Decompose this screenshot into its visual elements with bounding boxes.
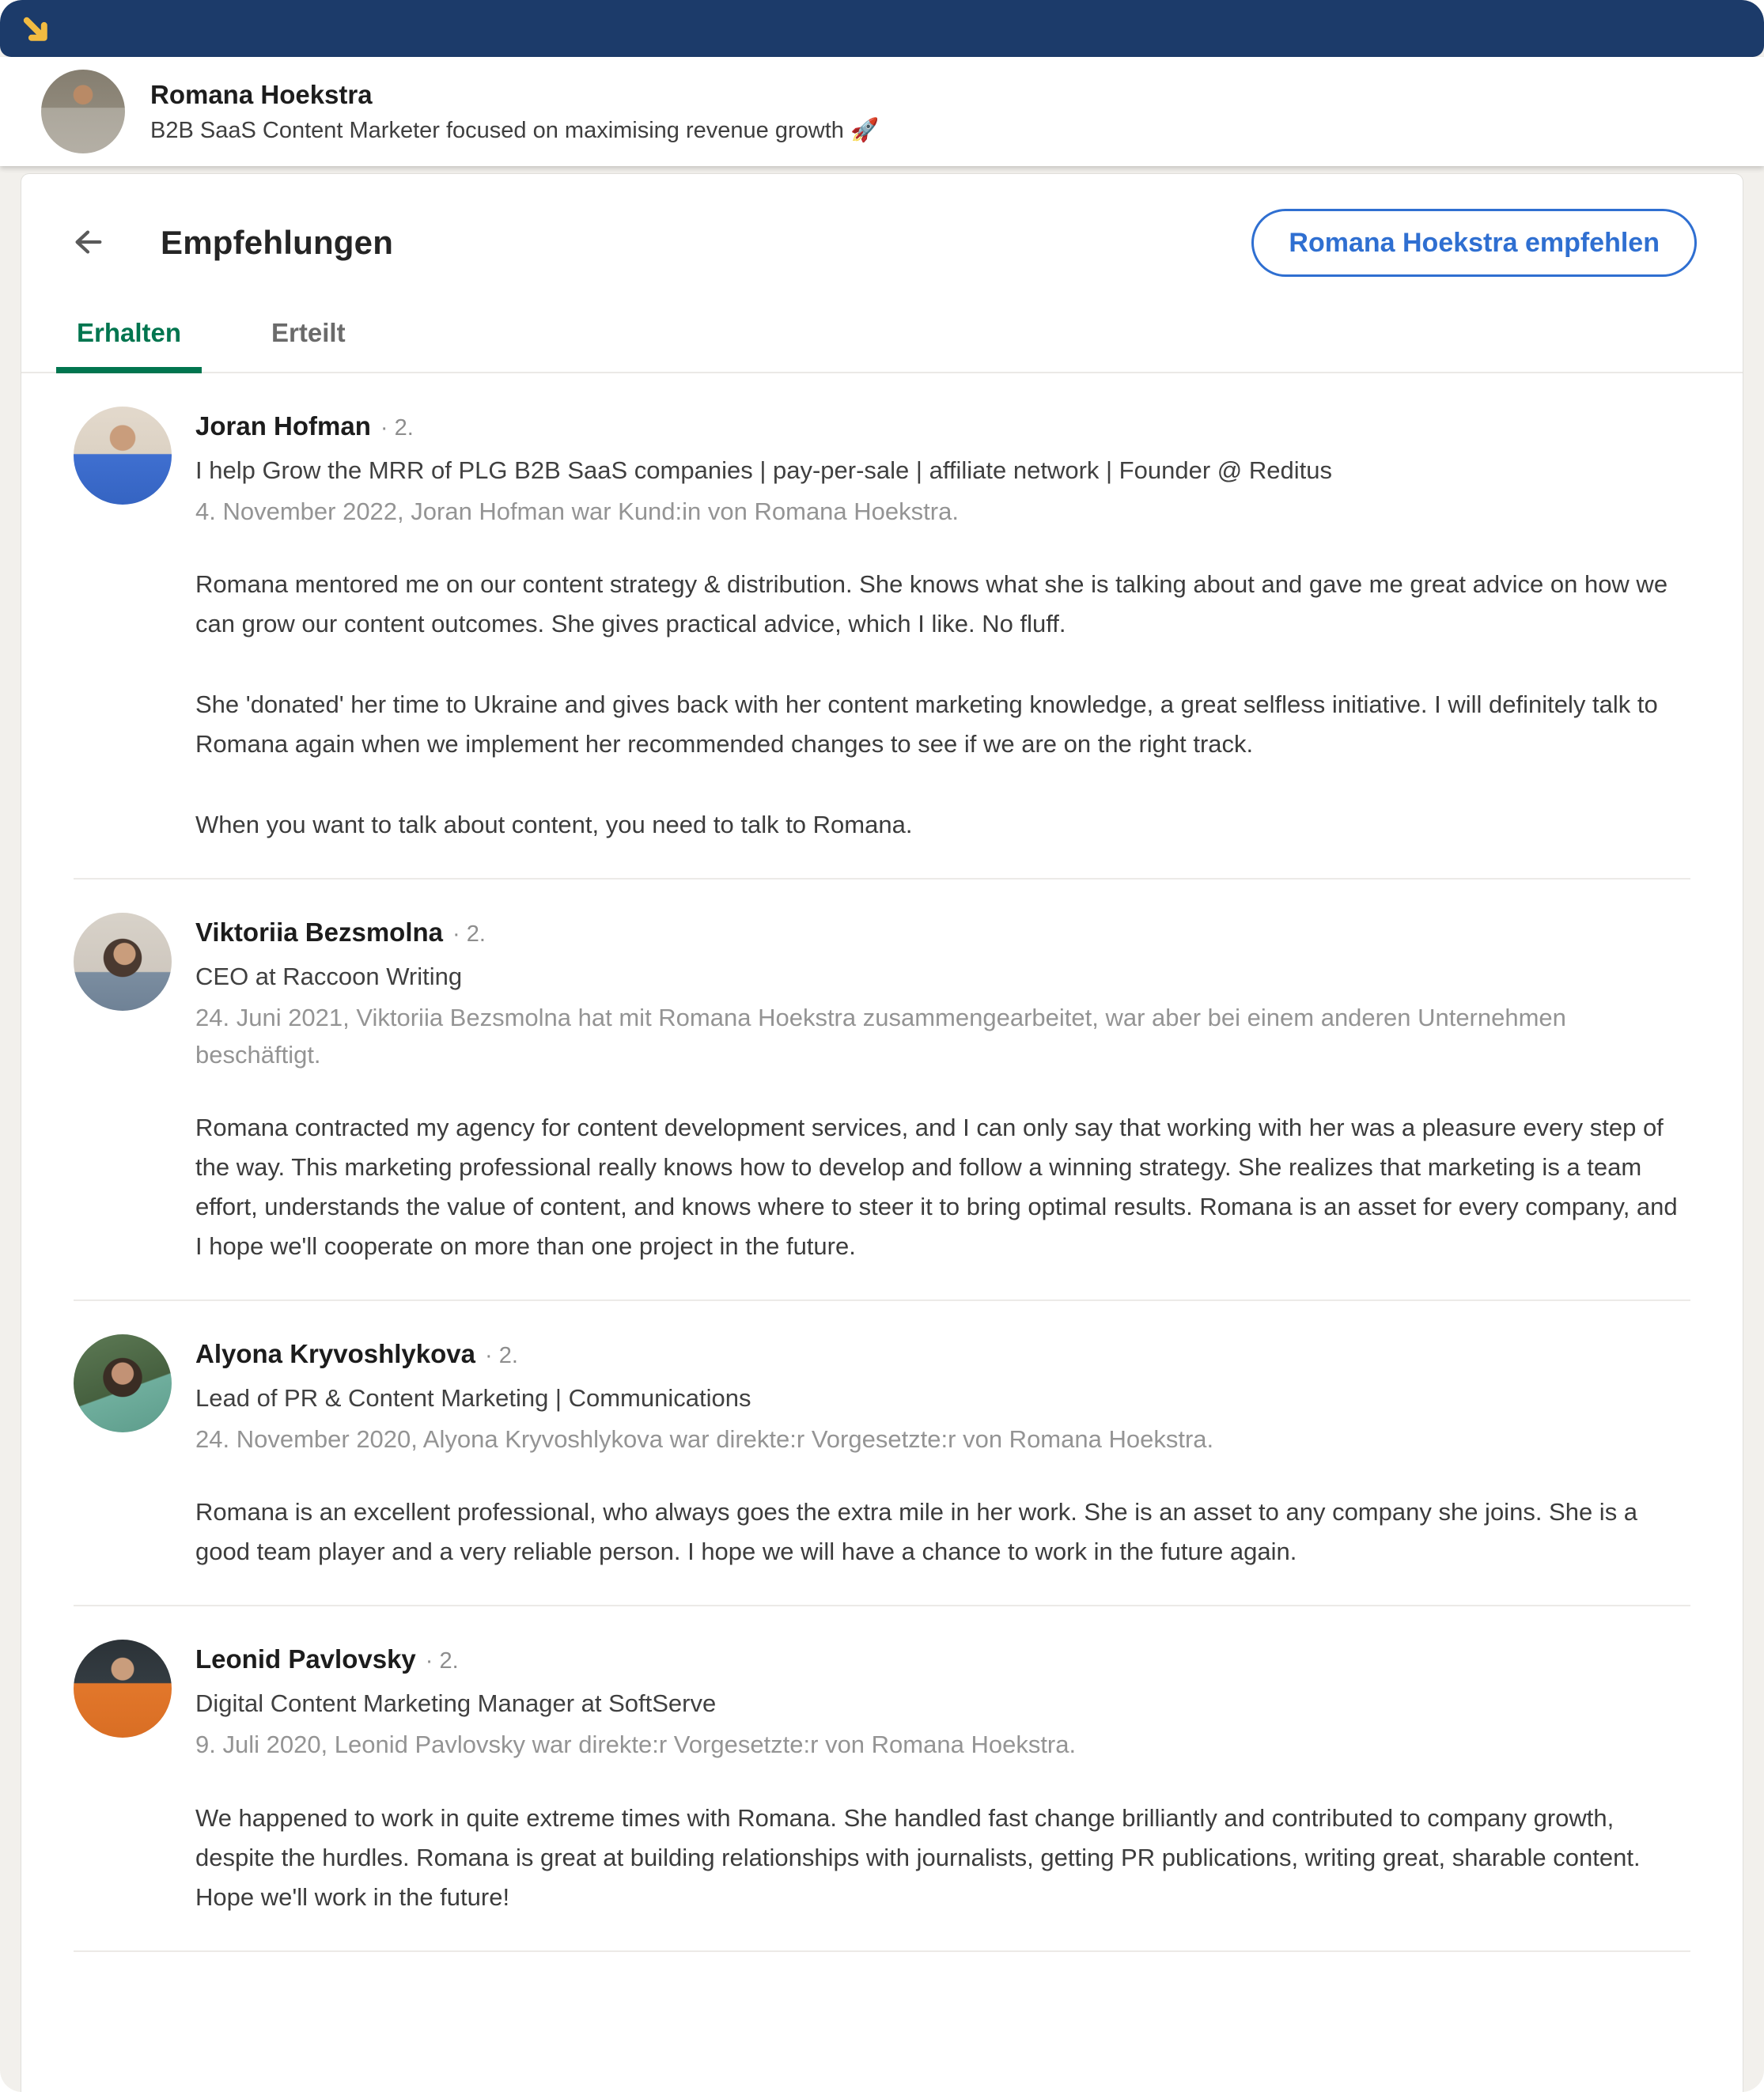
recommender-avatar[interactable] xyxy=(74,407,172,505)
recommendation-context: 4. November 2022, Joran Hofman war Kund:in von Romana Hoekstra. xyxy=(195,497,959,525)
back-button[interactable] xyxy=(69,224,107,262)
recommendation-item xyxy=(74,1606,1690,1951)
profile-avatar[interactable] xyxy=(41,70,125,153)
page-title: Empfehlungen xyxy=(161,224,394,261)
recommendation-context: 9. Juli 2020, Leonid Pavlovsky war direkte:r Vorgesetzte:r von Romana Hoekstra. xyxy=(195,1731,1077,1759)
connection-degree: · 2. xyxy=(380,415,414,441)
recommender-avatar[interactable] xyxy=(74,1640,172,1738)
tab-erhalten[interactable]: Erhalten xyxy=(56,318,202,372)
back-arrow-icon xyxy=(70,225,106,261)
recommendation-paragraph: Romana is an excellent professional, who always goes the extra mile in her work. She is an asset to any company she joins. She is a good team player and a very reliable person. I hope we will have a chance to work in the future again. xyxy=(195,1498,1638,1566)
recommendations-card xyxy=(21,174,1743,2092)
connection-degree: · 2. xyxy=(484,1343,518,1369)
recommender-name[interactable]: Viktoriia Bezsmolna xyxy=(195,917,444,948)
recommendation-item xyxy=(74,880,1690,1301)
connection-degree: · 2. xyxy=(452,921,486,948)
recommendation-paragraph: Romana contracted my agency for content development services, and I can only say that working with her was a pleasure every step of the way. This marketing professional really knows how to develop and follow a winning strategy. She realizes that marketing is a team effort, understands the value of content, and knows where to steer it to bring optimal results. Romana is an asset for every company, and I hope we'll cooperate on more than one project in the future. xyxy=(195,1114,1678,1261)
down-right-arrow-icon xyxy=(19,13,54,47)
recommender-headline: I help Grow the MRR of PLG B2B SaaS companies | pay-per-sale | affiliate network | Founder @ Reditus xyxy=(195,456,1332,484)
recommendation-context: 24. November 2020, Alyona Kryvoshlykova war direkte:r Vorgesetzte:r von Romana Hoekstra. xyxy=(195,1424,1214,1453)
profile-headline: B2B SaaS Content Marketer focused on maximising revenue growth 🚀 xyxy=(150,117,880,143)
recommendation-paragraph: Romana mentored me on our content strategy & distribution. She knows what she is talking about and gave me great advice on how we can grow our content outcomes. She gives practical advice, which I like. No fluff. xyxy=(195,570,1668,638)
recommendation-item xyxy=(74,1301,1690,1606)
recommender-name[interactable]: Joran Hofman xyxy=(195,411,371,441)
recommender-name[interactable]: Leonid Pavlovsky xyxy=(195,1644,416,1674)
recommender-headline: Digital Content Marketing Manager at SoftServe xyxy=(195,1689,717,1718)
profile-header xyxy=(0,57,1764,166)
tab-erteilt[interactable]: Erteilt xyxy=(251,318,366,372)
recommender-avatar[interactable] xyxy=(74,1334,172,1432)
tabs xyxy=(21,318,1743,373)
recommender-headline: CEO at Raccoon Writing xyxy=(195,963,463,991)
recommendation-context: 24. Juni 2021, Viktoriia Bezsmolna hat mit Romana Hoekstra zusammengearbeitet, war aber bei einem anderen Unternehmen beschäftigt. xyxy=(195,1004,1566,1069)
connection-degree: · 2. xyxy=(425,1648,459,1674)
recommend-button[interactable]: Romana Hoekstra empfehlen xyxy=(1251,209,1697,277)
recommendation-text xyxy=(195,1799,1690,1917)
profile-name: Romana Hoekstra xyxy=(150,80,373,110)
recommendations-list xyxy=(21,373,1743,1968)
recommendation-paragraph: We happened to work in quite extreme times with Romana. She handled fast change brilliantly and contributed to company growth, despite the hurdles. Romana is great at building relationships with journalists, getting PR publications, writing great, sharable content. Hope we'll work in the future! xyxy=(195,1803,1641,1911)
recommender-headline: Lead of PR & Content Marketing | Communications xyxy=(195,1384,751,1413)
recommendation-text xyxy=(195,1108,1690,1266)
recommendation-paragraph: She 'donated' her time to Ukraine and gives back with her content marketing knowledge, a great selfless initiative. I will definitely talk to Romana again when we implement her recommended changes to see if we are on the right track. xyxy=(195,690,1658,758)
recommendation-paragraph: When you want to talk about content, you need to talk to Romana. xyxy=(195,811,913,839)
recommendation-text xyxy=(195,565,1690,845)
recommendation-text xyxy=(195,1492,1690,1572)
recommender-avatar[interactable] xyxy=(74,913,172,1011)
recommendation-item xyxy=(74,373,1690,880)
window-top-bar xyxy=(0,0,1764,57)
recommender-name[interactable]: Alyona Kryvoshlykova xyxy=(195,1339,475,1369)
